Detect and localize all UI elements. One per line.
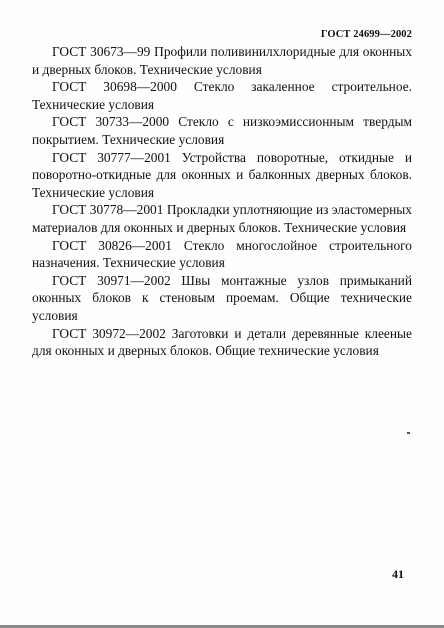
reference-entry: ГОСТ 30733—2000 Стекло с низкоэмиссионным твердым покрытием. Технические условия [32,114,412,147]
reference-entry: ГОСТ 30673—99 Профили поливинилхлоридные для оконных и дверных блоков. Технические условия [32,44,412,77]
reference-entry: ГОСТ 30971—2002 Швы монтажные узлов примыканий оконных блоков к стеновым проемам. Общие технические условия [32,272,412,323]
reference-entry: ГОСТ 30698—2000 Стекло закаленное строительное. Технические условия [32,79,412,112]
reference-entry: ГОСТ 30826—2001 Стекло многослойное строительного назначения. Технические условия [32,237,412,271]
references-list [32,43,412,360]
reference-entry: ГОСТ 30777—2001 Устройства поворотные, откидные и поворотно-откидные для оконных и балконных дверных блоков. Технические условия [32,149,412,200]
page-number: 41 [392,567,404,581]
running-header: ГОСТ 24699—2002 [320,29,412,40]
scan-speck [407,432,410,434]
reference-entry: ГОСТ 30778—2001 Прокладки уплотняющие из эластомерных материалов для оконных и дверных блоков. Технические условия [32,202,412,235]
reference-entry: ГОСТ 30972—2002 Заготовки и детали деревянные клееные для оконных и дверных блоков. Общие технические условия [32,325,412,359]
